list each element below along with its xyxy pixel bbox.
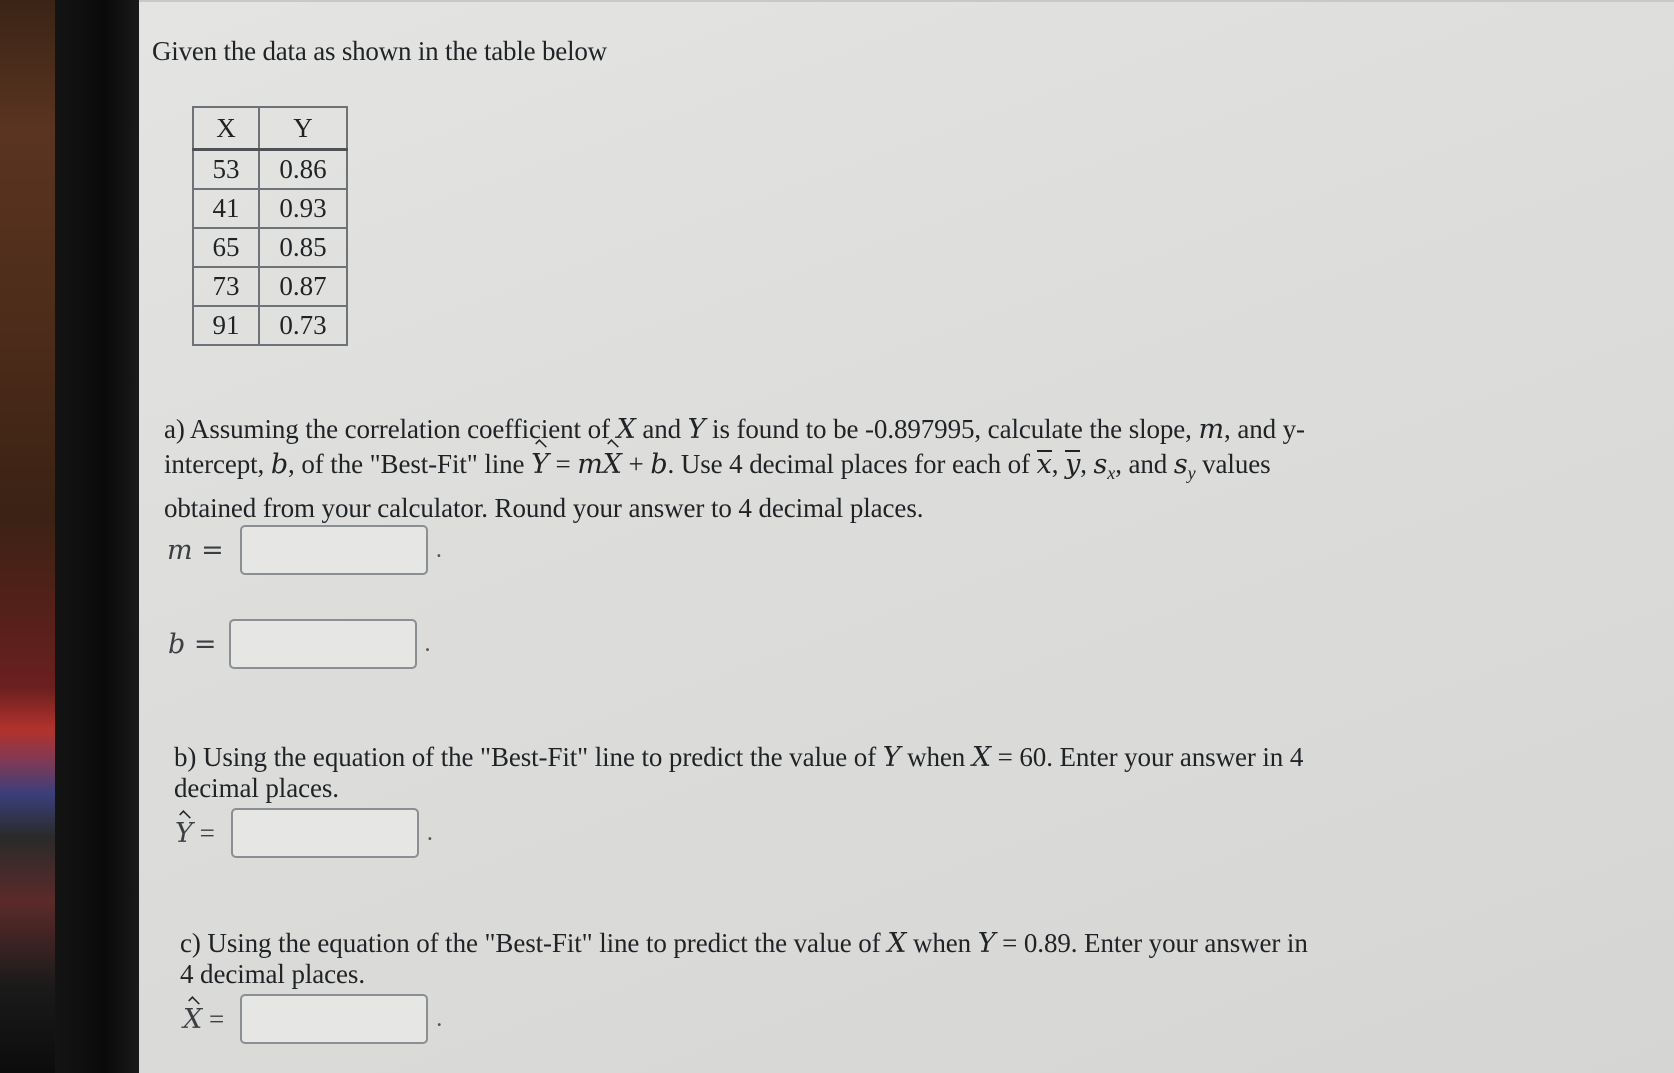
table-cell-x: 53 [193, 150, 259, 190]
part-a-question [164, 412, 1305, 526]
part-b-line-2: decimal places. [174, 773, 339, 803]
table-cell-x: 41 [193, 189, 259, 228]
table-cell-x: 65 [193, 228, 259, 267]
m-answer-row [167, 523, 442, 577]
part-c-line-1: c) Using the equation of the "Best-Fit" line to predict the value of X when Y = 0.89. Enter your answer in [180, 928, 1308, 959]
part-b-question [174, 742, 1303, 803]
data-table [192, 106, 348, 346]
table-header-y: Y [259, 107, 347, 150]
table-cell-y: 0.86 [259, 150, 347, 190]
table-cell-x: 73 [193, 267, 259, 306]
m-input[interactable] [240, 525, 428, 575]
table-cell-y: 0.87 [259, 267, 347, 306]
b-label: b = [168, 628, 217, 660]
table-header-x: X [193, 107, 259, 150]
table-cell-y: 0.73 [259, 306, 347, 345]
period: . [436, 1005, 443, 1032]
part-c-question [180, 928, 1308, 989]
period: . [435, 536, 442, 563]
table-cell-y: 0.85 [259, 228, 347, 267]
x-hat-symbol: X [602, 449, 622, 480]
part-b-line-1: b) Using the equation of the "Best-Fit" line to predict the value of Y when X = 60. Enter your answer in 4 [174, 742, 1304, 773]
period: . [424, 630, 431, 657]
table-row [193, 150, 347, 190]
y-hat-answer-row [175, 806, 433, 860]
table-header-row [193, 107, 347, 150]
monitor-bezel [55, 0, 139, 1073]
y-bar-symbol: y [1065, 449, 1081, 480]
part-a-line-2: intercept, b, of the "Best-Fit" line Y = mX + b. Use 4 decimal places for each of x, y, $s_x$, and $s_y$ values [164, 449, 1271, 483]
x-hat-input[interactable] [240, 994, 428, 1044]
b-input[interactable] [229, 619, 417, 669]
part-a-line-1: a) Assuming the correlation coefficient of X and Y is found to be -0.897995, calculate the slope, m, and y- [164, 414, 1305, 445]
table-cell-y: 0.93 [259, 189, 347, 228]
m-label: m = [167, 534, 224, 566]
b-answer-row [168, 617, 431, 671]
table-cell-x: 91 [193, 306, 259, 345]
table-row [193, 306, 347, 345]
table-row [193, 189, 347, 228]
table-row [193, 267, 347, 306]
y-hat-input[interactable] [231, 808, 419, 858]
y-hat-label: Y = [175, 817, 215, 849]
table-row [193, 228, 347, 267]
divider [139, 0, 1674, 2]
part-c-line-2: 4 decimal places. [180, 959, 365, 989]
x-hat-answer-row [183, 992, 442, 1046]
question-page [139, 0, 1674, 1073]
x-hat-label: X = [183, 1003, 225, 1035]
background-scene [0, 0, 55, 1073]
period: . [426, 819, 433, 846]
part-a-line-3: obtained from your calculator. Round your answer to 4 decimal places. [164, 493, 924, 523]
x-bar-symbol: x [1036, 449, 1052, 480]
y-hat-symbol: Y [531, 449, 549, 480]
question-intro: Given the data as shown in the table below [152, 36, 607, 66]
